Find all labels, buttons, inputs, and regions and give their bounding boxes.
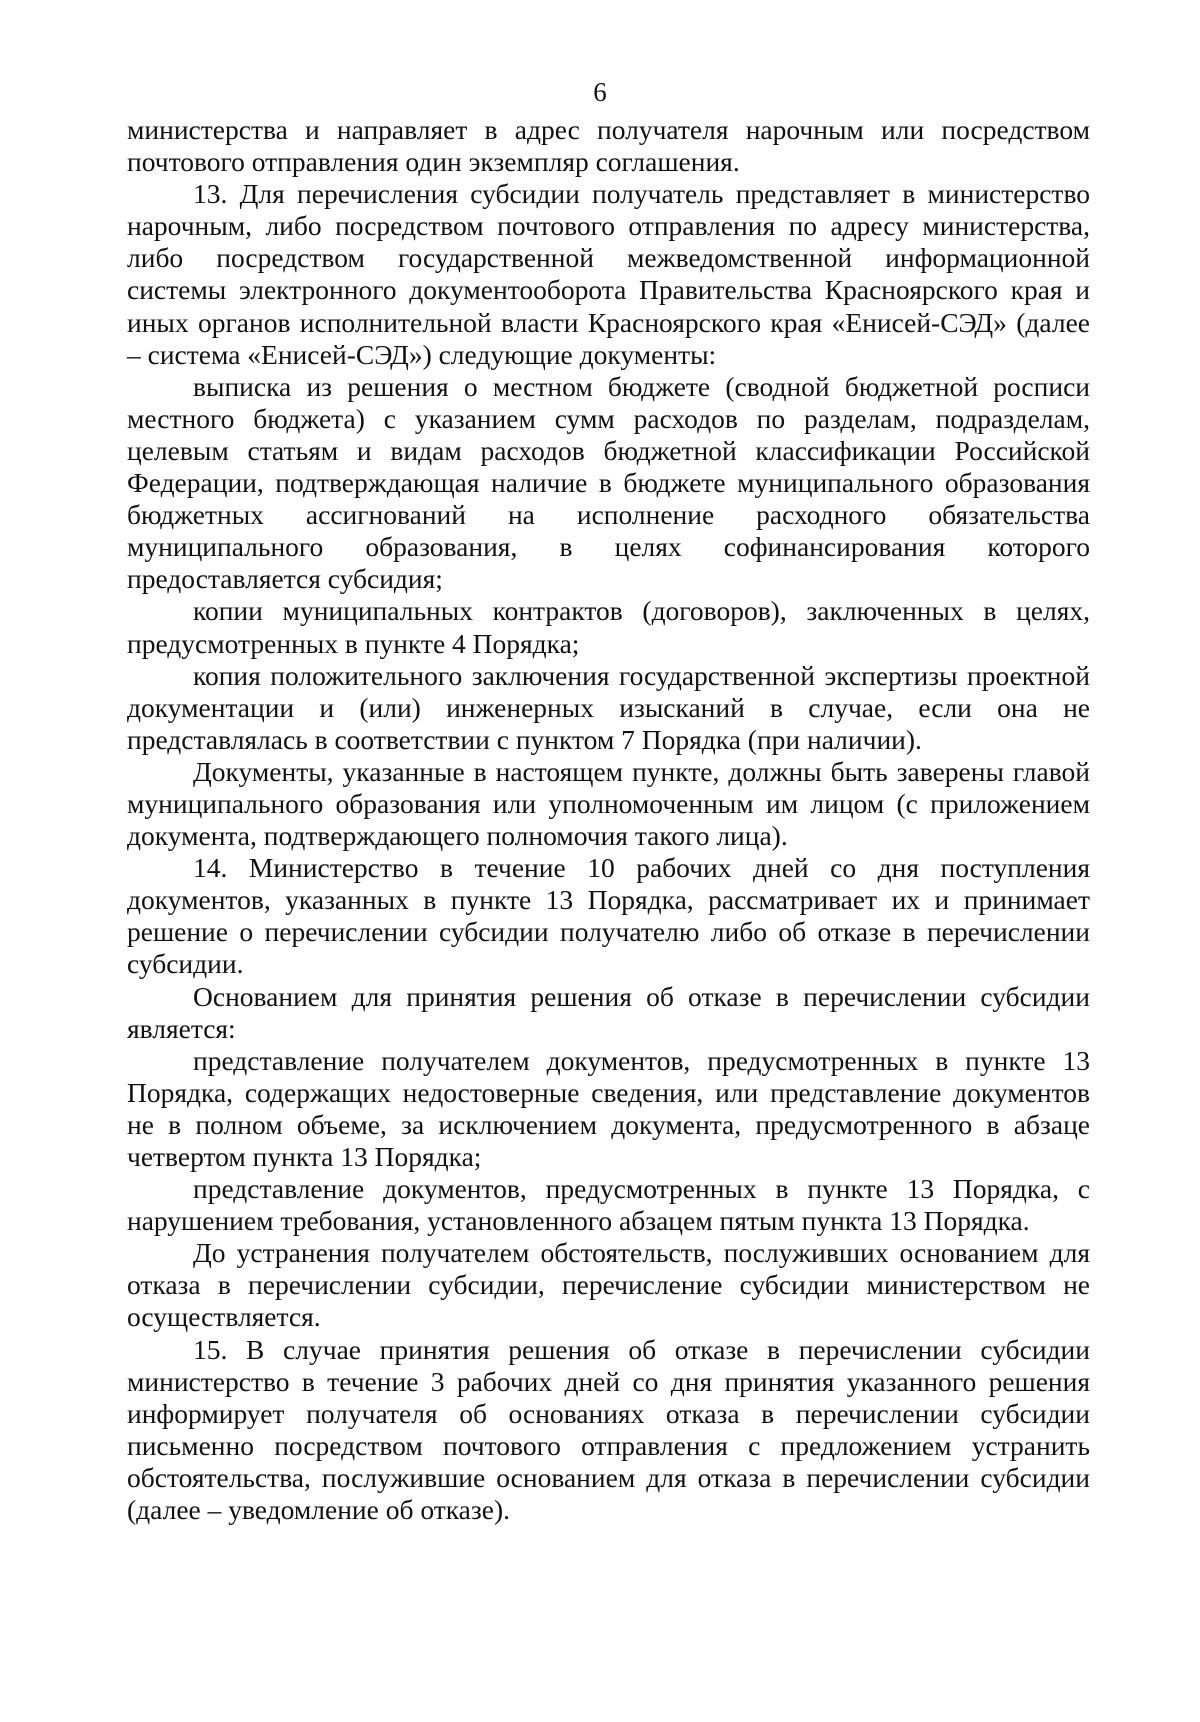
paragraph-budget-extract: выписка из решения о местном бюджете (сводной бюджетной росписи местного бюджета) с указанием сумм расходов по разделам, подразделам, целевым статьям и видам расходов бюджетной классификации Российской Федерации, подтверждающая наличие в бюджете муниципального образования бюджетных ассигнований на исполнение расходного обязательства муниципального образования, в целях софинансирования которого предоставляется субсидия; xyxy=(127,370,1090,595)
paragraph-item-15: 15. В случае принятия решения об отказе в перечислении субсидии министерство в течение 3 рабочих дней со дня принятия указанного решения информирует получателя об основаниях отказа в перечислении субсидии письменно посредством почтового отправления с предложением устранить обстоятельства, послужившие основанием для отказа в перечислении субсидии (далее – уведомление об отказе). xyxy=(127,1333,1090,1526)
paragraph-contract-copies: копии муниципальных контрактов (договоров), заключенных в целях, предусмотренных в пункте 4 Порядка; xyxy=(127,595,1090,659)
paragraph-continuation: министерства и направляет в адрес получателя нарочным или посредством почтового отправления один экземпляр соглашения. xyxy=(127,114,1090,178)
document-body xyxy=(127,114,1090,1526)
paragraph-certification: Документы, указанные в настоящем пункте, должны быть заверены главой муниципального образования или уполномоченным им лицом (с приложением документа, подтверждающего полномочия такого лица). xyxy=(127,755,1090,852)
paragraph-refusal-grounds: Основанием для принятия решения об отказе в перечислении субсидии является: xyxy=(127,980,1090,1044)
paragraph-refusal-ground-1: представление получателем документов, предусмотренных в пункте 13 Порядка, содержащих недостоверные сведения, или представление документов не в полном объеме, за исключением документа, предусмотренного в абзаце четвертом пункта 13 Порядка; xyxy=(127,1044,1090,1172)
paragraph-transfer-suspended: До устранения получателем обстоятельств, послуживших основанием для отказа в перечислении субсидии, перечисление субсидии министерством не осуществляется. xyxy=(127,1237,1090,1333)
paragraph-refusal-ground-2: представление документов, предусмотренных в пункте 13 Порядка, с нарушением требования, установленного абзацем пятым пункта 13 Порядка. xyxy=(127,1173,1090,1237)
page-number: 6 xyxy=(593,77,607,107)
paragraph-item-14: 14. Министерство в течение 10 рабочих дней со дня поступления документов, указанных в пункте 13 Порядка, рассматривает их и принимает решение о перечислении субсидии получателю либо об отказе в перечислении субсидии. xyxy=(127,852,1090,980)
paragraph-item-13: 13. Для перечисления субсидии получатель представляет в министерство нарочным, либо посредством почтового отправления по адресу министерства, либо посредством государственной межведомственной информационной системы электронного документооборота Правительства Красноярского края и иных органов исполнительной власти Красноярского края «Енисей-СЭД» (далее – система «Енисей-СЭД») следующие документы: xyxy=(127,178,1090,370)
paragraph-expertise-conclusion: копия положительного заключения государственной экспертизы проектной документации и (или) инженерных изысканий в случае, если она не представлялась в соответствии с пунктом 7 Порядка (при наличии). xyxy=(127,659,1090,755)
